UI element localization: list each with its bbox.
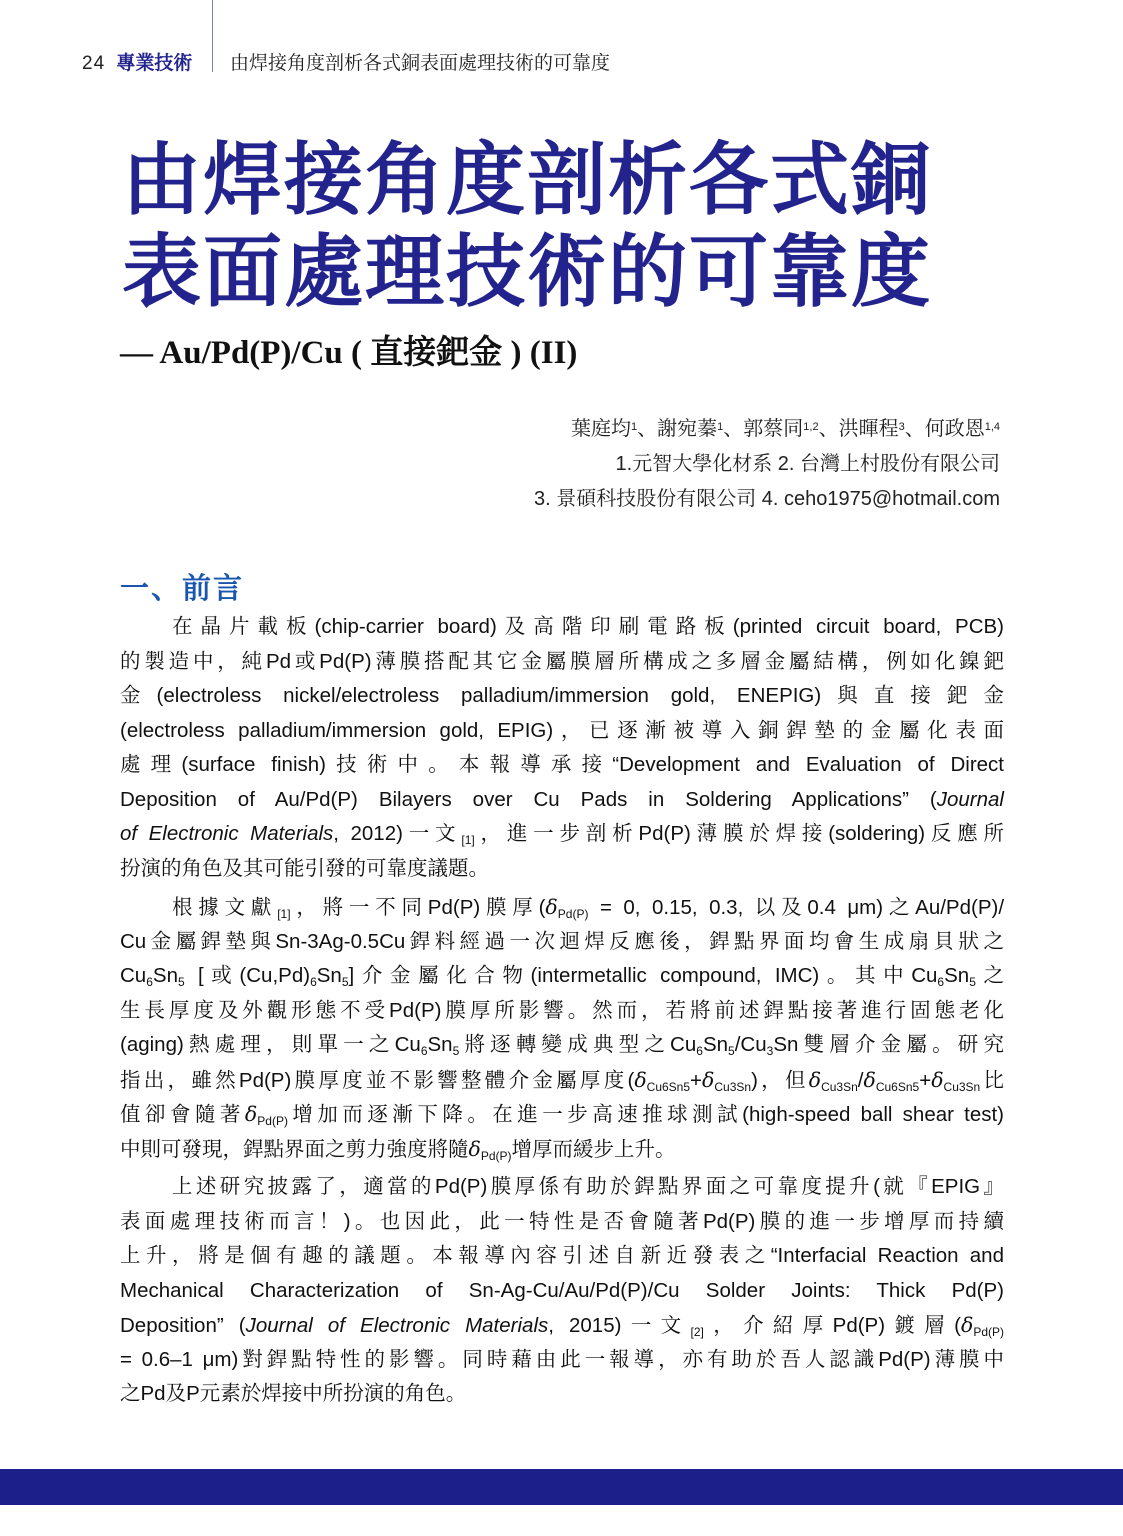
- author-name: 謝宛蓁: [657, 418, 718, 440]
- footer-bar: [0, 1469, 1123, 1505]
- text-segment: Sn: [427, 1033, 453, 1056]
- author-affiliation-mark: 1,4: [984, 421, 1000, 433]
- text-line: [120, 748, 1004, 783]
- text-segment: , 2015)一文: [548, 1314, 691, 1337]
- subscript: 5: [969, 975, 976, 989]
- text-segment: +: [919, 1068, 932, 1092]
- text-line: [120, 959, 1004, 994]
- text-segment: /: [857, 1068, 864, 1092]
- author-separator: 、: [904, 418, 925, 440]
- text-segment: ]介金屬化合物(intermetallic compound, IMC)。其中Cu: [348, 964, 938, 987]
- title-line-1: 由焊接角度剖析各式銅: [122, 133, 932, 226]
- text-segment: Sn: [316, 964, 342, 987]
- subscript: Pd(P): [973, 1325, 1004, 1339]
- subscript: Cu6Sn5: [646, 1079, 691, 1094]
- text-segment: 扮演的角色及其可能引發的可靠度議題。: [120, 856, 489, 880]
- text-line: [120, 1097, 1004, 1132]
- text-line: [120, 1205, 1004, 1240]
- text-segment: 增加而逐漸下降。在進一步高速推球測試(high-speed ball shear test): [287, 1103, 1004, 1126]
- author-name: 洪暉程: [838, 418, 899, 440]
- italic-text: of Electronic Materials: [120, 822, 334, 845]
- text-line: [120, 1343, 1004, 1378]
- text-line: [120, 1132, 1004, 1167]
- paragraph: [120, 610, 1004, 886]
- delta-symbol: δ: [244, 1102, 258, 1126]
- text-line: [120, 1377, 1004, 1412]
- subscript: 3: [766, 1044, 774, 1058]
- text-segment: 值卻會隨著: [120, 1103, 245, 1126]
- page-number: 24: [82, 53, 106, 74]
- text-segment: 根據文獻: [172, 896, 278, 919]
- text-line: [120, 1308, 1004, 1343]
- subscript: 6: [937, 975, 945, 989]
- subscript: [1]: [277, 907, 291, 921]
- author-separator: 、: [818, 418, 839, 440]
- text-line: [120, 1274, 1004, 1309]
- delta-symbol: δ: [468, 1136, 481, 1161]
- subscript: 5: [728, 1044, 735, 1058]
- text-line: [120, 679, 1004, 714]
- subscript: Pd(P): [257, 1114, 288, 1128]
- section-label: 專業技術: [116, 53, 193, 74]
- subscript: 6: [420, 1044, 428, 1058]
- text-line: [120, 852, 1004, 887]
- subscript: 5: [177, 975, 185, 989]
- text-segment: )，但: [751, 1068, 809, 1092]
- running-title: 由焊接角度剖析各式銅表面處理技術的可靠度: [230, 53, 611, 74]
- author-separator: 、: [637, 418, 658, 440]
- delta-symbol: δ: [931, 1067, 944, 1092]
- text-segment: , 2012)一文: [333, 822, 462, 845]
- text-segment: 將逐轉變成典型之Cu: [459, 1033, 697, 1056]
- text-segment: +: [690, 1068, 703, 1092]
- delta-symbol: δ: [808, 1067, 822, 1092]
- text-line: [120, 925, 1004, 960]
- subscript: 6: [146, 975, 153, 989]
- text-segment: 金(electroless nickel/electroless palladium/immersion gold, ENEPIG)與直接鈀金: [120, 684, 1004, 707]
- text-line: [120, 714, 1004, 749]
- text-line: [120, 610, 1004, 645]
- author-name: 何政恩: [924, 418, 985, 440]
- title-line-2: 表面處理技術的可靠度: [122, 225, 932, 318]
- delta-symbol: δ: [702, 1067, 715, 1092]
- affiliations-line-2: 3. 景碩科技股份有限公司 4. ceho1975@hotmail.com: [533, 488, 1000, 510]
- subscript: Cu3Sn: [943, 1079, 981, 1094]
- section-heading: 一、前言: [120, 573, 245, 605]
- text-segment: ，進一步剖析Pd(P)薄膜於焊接(soldering)反應所: [474, 822, 1004, 845]
- text-segment: 上述研究披露了，適當的Pd(P)膜厚係有助於銲點界面之可靠度提升(就『EPIG』: [172, 1175, 1004, 1198]
- subscript: 5: [452, 1044, 460, 1058]
- text-line: [120, 817, 1004, 852]
- text-segment: 在晶片載板(chip-carrier board)及高階印刷電路板(printed circuit board, PCB): [172, 615, 1004, 638]
- text-line: [120, 783, 1004, 818]
- text-segment: 比: [980, 1068, 1005, 1092]
- text-segment: (aging)熱處理，則單一之Cu: [120, 1033, 421, 1056]
- affiliations-line-1: 1.元智大學化材系 2. 台灣上村股份有限公司: [615, 453, 1000, 475]
- subscript: [1]: [461, 833, 475, 847]
- text-segment: 中則可發現，銲點界面之剪力強度將隨: [120, 1137, 469, 1161]
- text-segment: 之: [975, 964, 1004, 987]
- text-line: [120, 890, 1004, 925]
- text-line: [120, 645, 1004, 680]
- text-line: [120, 994, 1004, 1029]
- text-segment: 表面處理技術而言！)。也因此，此一特性是否會隨著Pd(P)膜的進一步增厚而持續: [120, 1209, 1004, 1233]
- article-subtitle: — Au/Pd(P)/Cu ( 直接鈀金 ) (II): [120, 335, 578, 371]
- author-block: [534, 412, 1000, 517]
- text-segment: Sn: [702, 1033, 729, 1056]
- text-segment: Mechanical Characterization of Sn-Ag-Cu/Au/Pd(P)/Cu Solder Joints: Thick Pd(P): [120, 1278, 1004, 1302]
- text-segment: ，介紹厚Pd(P)鍍層(: [703, 1314, 961, 1337]
- author-name: 葉庭均: [571, 418, 632, 440]
- subscript: Cu3Sn: [821, 1079, 858, 1094]
- text-segment: Sn: [152, 964, 178, 987]
- text-segment: Sn: [944, 964, 970, 987]
- author-affiliation-mark: 1,2: [803, 421, 819, 433]
- text-segment: Cu金屬銲墊與Sn-3Ag-0.5Cu銲料經過一次迴焊反應後，銲點界面均會生成扇貝狀之: [120, 929, 1004, 953]
- subscript: 5: [341, 975, 349, 989]
- text-line: [120, 1239, 1004, 1274]
- author-affiliation-mark: 3: [898, 421, 905, 433]
- author-affiliation-mark: 1: [717, 421, 724, 433]
- text-line: [120, 1028, 1004, 1063]
- text-segment: 之Pd及P元素於焊接中所扮演的角色。: [120, 1382, 467, 1405]
- delta-symbol: δ: [863, 1067, 876, 1092]
- subscript: 6: [696, 1044, 703, 1058]
- text-segment: = 0, 0.15, 0.3, 以及0.4 μm)之Au/Pd(P)/: [588, 896, 1005, 919]
- text-segment: 增厚而緩步上升。: [511, 1137, 676, 1161]
- delta-symbol: δ: [960, 1313, 974, 1337]
- text-segment: 生長厚度及外觀形態不受Pd(P)膜厚所影響。然而，若將前述銲點接著進行固態老化: [120, 998, 1004, 1022]
- delta-symbol: δ: [545, 895, 558, 919]
- text-line: [120, 1170, 1004, 1205]
- header-left: [82, 48, 192, 75]
- subscript: Pd(P): [557, 907, 589, 921]
- author-names: [534, 412, 1000, 447]
- text-segment: 指出，雖然Pd(P)膜厚度並不影響整體介金屬厚度(: [120, 1068, 635, 1092]
- text-segment: /Cu: [734, 1033, 767, 1056]
- subscript: 6: [310, 975, 317, 989]
- author-name: 郭蔡同: [743, 418, 804, 440]
- text-segment: (electroless palladium/immersion gold, EPIG)，已逐漸被導入銅銲墊的金屬化表面: [120, 718, 1004, 742]
- text-segment: [或(Cu,Pd): [184, 964, 311, 987]
- italic-text: Journal: [936, 787, 1004, 811]
- text-segment: ，將一不同Pd(P)膜厚(: [290, 896, 546, 919]
- text-line: [120, 1063, 1004, 1098]
- italic-text: Journal of Electronic Materials: [245, 1314, 549, 1337]
- text-segment: Sn雙層介金屬。研究: [773, 1033, 1004, 1056]
- text-segment: Deposition” (: [120, 1314, 246, 1337]
- article-body: [120, 610, 1004, 1412]
- subscript: [2]: [690, 1325, 704, 1339]
- text-segment: Cu: [120, 964, 147, 987]
- paragraph: [120, 890, 1004, 1166]
- author-affiliation-mark: 1: [631, 421, 638, 433]
- text-segment: 處理(surface finish)技術中。本報導承接“Development and Evaluation of Direct: [120, 753, 1004, 776]
- header-divider: [212, 0, 213, 72]
- subscript: Cu6Sn5: [875, 1079, 920, 1094]
- subscript: Pd(P): [480, 1148, 512, 1163]
- text-segment: 上升，將是個有趣的議題。本報導內容引述自新近發表之“Interfacial Reaction and: [120, 1244, 1004, 1267]
- text-segment: 的製造中，純Pd或Pd(P)薄膜搭配其它金屬膜層所構成之多層金屬結構，例如化鎳鈀: [120, 649, 1004, 673]
- text-segment: Deposition of Au/Pd(P) Bilayers over Cu Pads in Soldering Applications” (: [120, 787, 937, 811]
- author-separator: 、: [723, 418, 744, 440]
- article-title: [122, 134, 1002, 318]
- subscript: Cu3Sn: [714, 1079, 752, 1094]
- paragraph: [120, 1170, 1004, 1412]
- text-segment: = 0.6–1 μm)對銲點特性的影響。同時藉由此一報導，亦有助於吾人認識Pd(P)薄膜中: [120, 1347, 1004, 1371]
- delta-symbol: δ: [634, 1067, 647, 1092]
